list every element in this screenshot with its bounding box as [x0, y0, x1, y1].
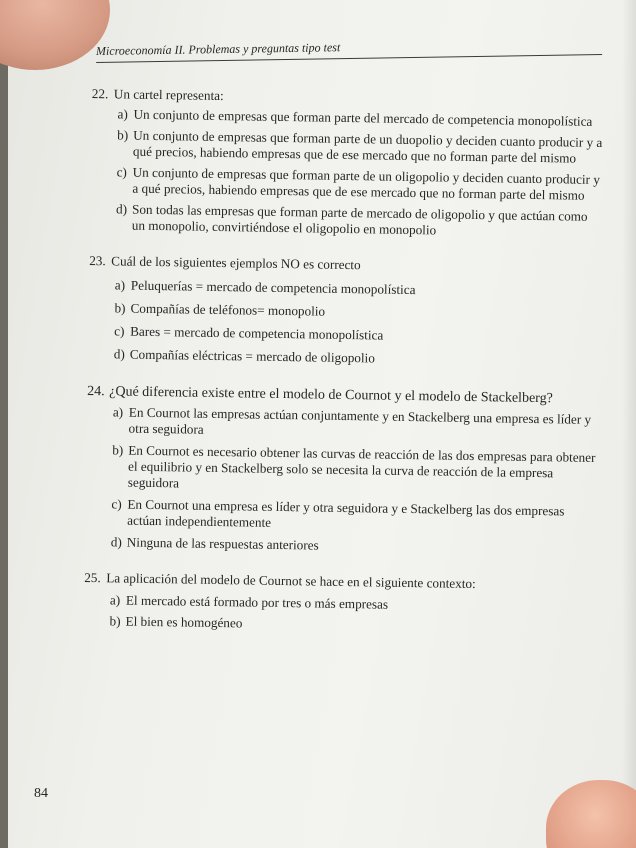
question-number: 23. [89, 252, 106, 269]
option-letter: d) [110, 534, 122, 550]
option-letter: a) [112, 404, 124, 420]
question-stem [84, 570, 596, 594]
option-letter: a) [109, 592, 121, 608]
option-text: El bien es homogéneo [125, 613, 243, 631]
option-letter: b) [117, 127, 129, 143]
option-b [88, 300, 600, 324]
page-number: 84 [34, 786, 48, 801]
option-text: Un conjunto de empresas que forman parte de un duopolio y deciden cuanto producir y a qué precios, habiendo empresas que de ese mercado que no forman parte del mismo [132, 127, 603, 166]
option-text: En Cournot es necesario obtener las curvas de reacción de las dos empresas para obtener el equilibrio y en Stackelberg solo se necesita la curva de reacción de la empresa seguidora [127, 442, 596, 491]
option-c [90, 164, 602, 204]
option-letter: b) [109, 613, 121, 629]
option-b [91, 127, 603, 167]
question-24 [85, 384, 600, 558]
option-text: Compañías de teléfonos= monopolio [130, 300, 326, 319]
running-title: Microeconomía II. Problemas y preguntas tipo test [95, 40, 341, 58]
thumb-bottom-right [546, 780, 636, 848]
option-b [86, 442, 599, 498]
option-text: Un conjunto de empresas que forman parte del mercado de competencia monopolística [133, 106, 593, 129]
option-d [85, 534, 597, 558]
question-23 [88, 253, 602, 370]
option-text: Peluquerías = mercado de competencia monopolística [130, 277, 416, 298]
page-header [96, 30, 602, 66]
option-letter: b) [112, 442, 124, 458]
option-letter: d) [115, 201, 128, 217]
question-text: Un cartel representa: [113, 86, 224, 104]
option-text: Compañías eléctricas = mercado de oligopolio [129, 346, 375, 366]
page-edge-shadow [622, 0, 636, 848]
option-letter: c) [111, 496, 122, 512]
option-letter: d) [113, 346, 125, 362]
option-a [87, 404, 599, 444]
question-number: 22. [91, 86, 109, 102]
option-c [88, 323, 600, 347]
question-text: La aplicación del modelo de Cournot se hace en el siguiente contexto: [106, 570, 476, 592]
option-text: En Cournot las empresas actúan conjuntamente y en Stackelberg una empresa es líder y otra seguidora [128, 404, 592, 437]
question-text: ¿Qué diferencia existe entre el modelo de Cournot y el modelo de Stackelberg? [109, 384, 553, 407]
question-25 [83, 570, 596, 637]
question-stem [89, 253, 601, 277]
option-letter: c) [114, 323, 125, 339]
option-a [84, 592, 596, 616]
option-letter: a) [114, 277, 126, 293]
option-d [90, 201, 602, 241]
option-b [83, 613, 595, 637]
option-text: En Cournot una empresa es líder y otra seguidora y e Stackelberg las dos empresas actúan independientemente [127, 496, 565, 530]
option-text: Ninguna de las respuestas anteriores [126, 534, 319, 553]
question-number: 24. [87, 383, 105, 400]
question-number: 25. [84, 569, 101, 586]
option-d [88, 346, 600, 370]
option-letter: a) [117, 106, 128, 122]
book-page [8, 0, 636, 848]
option-text: El mercado está formado por tres o más empresas [125, 592, 389, 612]
option-c [85, 496, 597, 536]
option-a [91, 106, 603, 130]
option-letter: c) [116, 164, 128, 180]
option-text: Son todas las empresas que forman parte de mercado de oligopolio y que actúan como un monopolio, convirtiéndose el oligopolio en monopolio [131, 201, 588, 238]
option-text: Un conjunto de empresas que forman parte de un oligopolio y deciden cuanto producir y a qué precios, habiendo empresas que de ese mercado que no forman parte del mismo [132, 164, 601, 203]
option-text: Bares = mercado de competencia monopolística [130, 323, 384, 343]
option-a [89, 277, 601, 301]
questions-block [83, 86, 604, 642]
question-text: Cuál de los siguientes ejemplos NO es correcto [111, 253, 361, 273]
option-letter: b) [114, 300, 126, 316]
question-22 [90, 86, 604, 241]
